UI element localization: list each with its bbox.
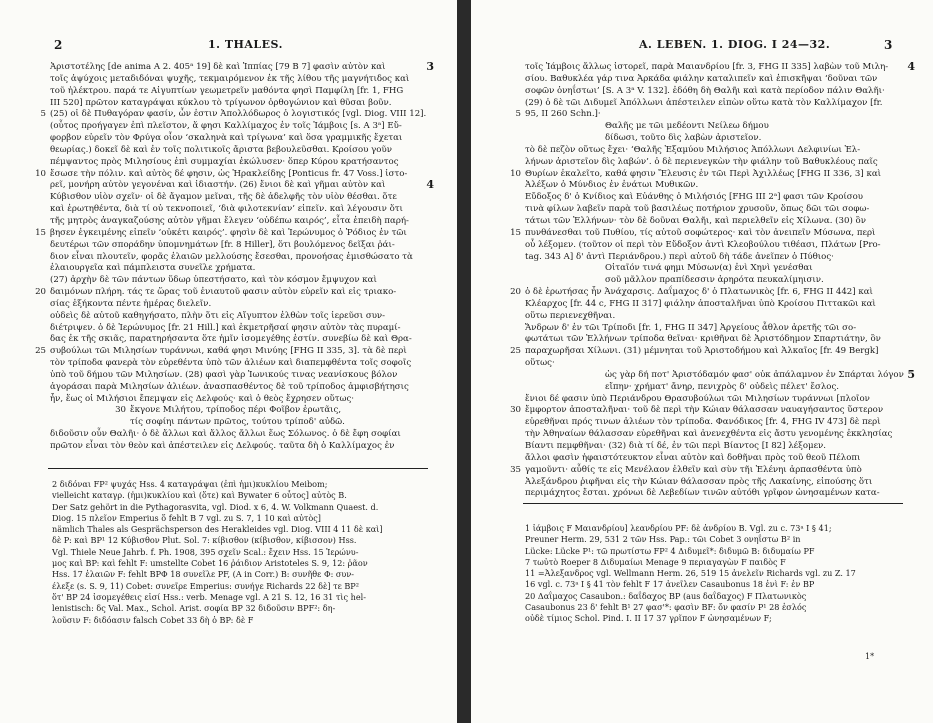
verse-line	[50, 405, 422, 417]
text-line	[510, 168, 903, 181]
line-text: Θυρίων ἐκαλεῖτο, καθά φησιν Ἔλευσις ἐν τῶι Περὶ Ἀχιλλέως [FHG II 336, 3] καὶ	[525, 168, 882, 179]
line-text: tag. 343 A] δ' ἀντὶ Περιάνδρου.) περὶ αὐτοῦ δὴ τάδε ἀνεῖπεν ὁ Πύθιος·	[525, 251, 834, 262]
line-text: σοφῶν ὀνηΐστωι’ [S. A 3ᵃ V. 132]. ἐδόθη δὴ Θαλῆι καὶ κατὰ περίοδον πάλιν Θαλῆι·	[525, 85, 885, 96]
section-number: 4	[907, 60, 915, 73]
verse-line	[50, 417, 422, 429]
line-text: εἴπην· χρήματ' ἄνηρ, πενιχρὸς δ' οὐδεὶς πέλετ' ἔσλος.	[605, 381, 840, 392]
right-running-title: A. LEBEN. 1. DIOG. I 24—32.	[639, 38, 831, 51]
line-text: πρῶτον εἶναι τὸν θεὸν καὶ ἀπέστειλεν εἰς Δελφούς. ταῦτα δὴ ὁ Καλλίμαχος ἐν	[50, 441, 395, 451]
line-text: βησεν ἐγκειμένης εἰπεῖν ‘οὐκέτι καιρός’. φησὶν δὲ καὶ Ἱερώνυμος ὁ Ῥόδιος ἐν τῶι	[50, 227, 407, 238]
text-line	[50, 204, 422, 216]
line-text: ἔνιοι δέ φασιν ὑπὸ Περιάνδρου Θρασυβούλωι τῶι Μιλησίων τυράννωι [πλοῖον	[525, 393, 870, 404]
line-text: καὶ ἐρωτηθέντα, διὰ τί οὐ τεκνοποιεῖ, ‘διὰ φιλοτεκνίαν’ εἰπεῖν. καὶ λέγουσιν ὅτι	[50, 204, 403, 215]
line-text: Ἀλέξων ὁ Μύνδιος ἐν ἐνάτωι Μυθικῶν.	[525, 180, 699, 191]
apparatus-line: μος καὶ BP: καὶ fehlt F: umstellte Cobet 16 ῥάιδιον Aristoteles S. 9, 12: ῥᾶον	[52, 558, 368, 569]
text-line	[515, 109, 903, 121]
text-line	[525, 334, 903, 346]
right-main-text	[510, 60, 915, 500]
line-text: σίας ἑξήκοντα πέντε ἡμέρας διελεῖν.	[50, 298, 212, 309]
line-number: 10	[510, 168, 521, 179]
text-line	[525, 441, 903, 453]
line-text: οὗ λέξομεν. (τοῦτον οἱ περὶ τὸν Εὔδοξον ἀντὶ Κλεοβούλου τιθέασι, Πλάτων [Pro-	[525, 239, 881, 250]
line-text: τοῖς ἀψύχοις μεταδιδόναι ψυχῆς, τεκμαιρόμενον ἐκ τῆς λίθου τῆς μαγνήτιδος καὶ	[50, 73, 410, 84]
line-number: 15	[35, 227, 46, 238]
text-line	[50, 382, 422, 394]
line-text: συβούλωι τῶι Μιλησίων τυράννωι, καθά φησι Μινύης [FHG II 335, 3]. τὰ δὲ περὶ	[50, 346, 407, 357]
line-number: 20	[510, 287, 521, 298]
text-line	[525, 74, 903, 86]
text-line	[50, 299, 422, 311]
text-line	[525, 358, 903, 370]
text-line	[50, 121, 422, 133]
text-line	[35, 227, 422, 240]
text-line	[525, 477, 903, 489]
line-text: οὕτως·	[525, 358, 555, 369]
text-line	[40, 109, 427, 121]
section-number: 5	[907, 367, 915, 381]
line-text: τοῖς Ἰάμβοις ἄλλως ἱστορεῖ, παρὰ Μαιανδρίου [fr. 3, FHG II 335] λαβὼν τοῦ Μιλη-	[525, 62, 889, 72]
apparatus-line: 16 vgl. c. 73ᵃ I § 41 τὸν fehlt F 17 ἀνεῖλεν Casaubonus 18 ἐνὶ F: ἐν BP	[525, 579, 815, 590]
line-text: (29) ὁ δὲ τῶι Διδυμεῖ Ἀπόλλωνι ἀπέστειλεν εἰπὼν οὕτω κατὰ τὸν Καλλίμαχον [fr.	[525, 97, 883, 108]
verse-line	[525, 263, 903, 275]
line-text: θεωρίας.) δοκεῖ δὲ καὶ ἐν τοῖς πολιτικοῖς ἄριστα βεβουλεῦσθαι. Κροίσου γοῦν	[50, 144, 392, 155]
text-line	[525, 145, 903, 157]
line-text: τοῦ ἠλέκτρου. παρά τε Αἰγυπτίων γεωμετρεῖν μαθόντα φησὶ Παμφίλη [fr. 1, FHG	[50, 85, 404, 96]
line-text: ἐλαιουργεῖα καὶ πάμπλειστα συνεῖλε χρήματα.	[50, 263, 256, 274]
apparatus-line: 7 τωὐτὸ Roeper 8 Διδυμαίωι Menage 9 περιαγαγὼν F παιδὸς F	[525, 556, 786, 567]
line-text: διδοῦσιν οὖν Θαλῆι· ὁ δὲ ἄλλωι καὶ ἄλλος ἄλλωι ἕως Σόλωνος. ὁ δὲ ἔφη σοφίαι	[50, 429, 401, 440]
line-text: Ἀλεξάνδρου ῥιφῆναι εἰς τὴν Κώιαν θάλασσαν πρὸς τῆς Λακαίνης, εἰπούσης ὅτι	[525, 476, 873, 487]
text-line	[50, 192, 422, 204]
verse-line	[525, 275, 903, 287]
text-line	[50, 394, 422, 406]
line-text: Κλέαρχος [fr. 44 c, FHG II 317] φιάλην ἀποσταλῆναι ὑπὸ Κροίσου Πιττακῶι καὶ	[525, 298, 876, 309]
line-text: δας ἐκ τῆς σκιᾶς, παρατηρήσαντα ὅτε ἡμῖν ἰσομεγέθης ἐστίν. συνεβίω δὲ καὶ Θρα-	[50, 334, 412, 345]
text-line	[525, 192, 903, 204]
apparatus-line: Vgl. Thiele Neue Jahrb. f. Ph. 1908, 395 σχεῖν Scal.: ἔχειν Hss. 15 Ἱερώνυ-	[52, 546, 359, 557]
line-text: Οἰταῖόν τινά φημι Μύσων(α) ἐνὶ Χηνὶ γενέσθαι	[605, 263, 813, 274]
apparatus-line: Der Satz gehört in die Pythagorasvita, vgl. Diod. x 6, 4. W. Volkmann Quaest. d.	[52, 501, 379, 512]
line-text: τὴν Ἀθηναίων θάλασσαν εὑρεθῆναι καὶ ἀνενεχθέντα εἰς ἄστυ γενομένης ἐκκλησίας	[525, 429, 893, 440]
line-text: ὁ δὲ ἐρωτήσας ἦν Ἀνάχαρσις. Δαΐμαχος δ' ὁ Πλατωνικὸς [fr. 6, FHG II 442] καὶ	[525, 287, 873, 298]
text-line	[525, 180, 903, 192]
text-line	[525, 394, 903, 406]
apparatus-line: Casaubonus 23 δ' fehlt B¹ 27 φασ'*: φασὶν BF: ὄν φασίν P¹ 28 ἐσλός	[525, 602, 807, 613]
text-line	[50, 240, 422, 252]
text-line	[35, 287, 422, 299]
section-number: 4	[426, 178, 434, 192]
verse-line	[525, 133, 903, 145]
text-line	[50, 263, 422, 275]
line-text: δευτέρωι τῶν σποράδην ὑπομνημάτων [fr. 8 Hiller], ὅτι βουλόμενος δεῖξαι ῥάι-	[50, 239, 395, 250]
line-text: διέτριψεν. ὁ δὲ Ἱερώνυμος [fr. 21 Hill.] καὶ ἐκμετρῆσαί φησιν αὐτὸν τὰς πυραμί-	[50, 322, 401, 333]
text-line	[510, 287, 903, 299]
text-line	[50, 133, 422, 145]
text-line	[50, 252, 422, 264]
line-text: Ἄνδρων δ' ἐν τῶι Τρίποδι [fr. 1, FHG II 347] Ἀργείους ἆθλον ἀρετῆς τῶι σο-	[525, 322, 857, 333]
left-main-text	[35, 60, 434, 453]
line-text: ἔκγονε Μιλήτου, τρίποδος πέρι Φοῖβον ἐρωτᾶις,	[130, 405, 342, 416]
text-line	[50, 358, 422, 370]
text-line	[525, 60, 915, 74]
apparatus-line: λοῦσιν F: διδόασιν falsch Cobet 33 δὴ ὁ BP: δὲ F	[52, 614, 254, 625]
apparatus-line: 11 =Ἀλεξανδρος vgl. Wellmann Herm. 26, 519 15 ἀνελεῖν Richards vgl. zu Z. 17	[525, 568, 856, 579]
line-text: Ἀριστοτέλης [de anima A 2. 405ᵃ 19] δὲ καὶ Ἱππίας [79 B 7] φασὶν αὐτὸν καὶ	[50, 62, 386, 72]
text-line	[525, 252, 903, 264]
text-line	[525, 453, 903, 465]
line-text: τὸ δὲ πεζὸν οὕτως ἔχει· ‘Θαλῆς Ἐξαμύου Μιλήσιος Ἀπόλλωνι Δελφινίωι Ἑλ-	[525, 144, 861, 155]
text-line	[525, 204, 903, 216]
text-line	[50, 178, 434, 192]
line-text: ἔσωσε τὴν πόλιν. καὶ αὐτὸς δέ φησιν, ὡς Ἡρακλείδης [Ponticus fr. 47 Voss.] ἱστο-	[50, 168, 408, 179]
apparatus-line: 1 ἱάμβοις F Μαιανδρίου] λεανδρίου PF: δὲ ἀνδρίου B. Vgl. zu c. 73ᵃ I § 41;	[525, 523, 832, 533]
text-line	[525, 157, 903, 169]
text-line	[50, 60, 434, 74]
line-text: (25) οἱ δὲ Πυθαγόραν φασίν, ὧν ἐστιν Ἀπολλόδωρος ὁ λογιστικός [vgl. Diog. VIII 12].	[50, 109, 427, 120]
apparatus-line: 20 Δαΐμαχος Casaubon.: δαΐδαχος BP (aus δαΐδαχος) F Πλατωνικὸς	[525, 590, 807, 601]
text-line	[510, 346, 903, 358]
text-line	[525, 216, 903, 228]
line-text: οὕτω περιενεχθῆναι.	[525, 310, 616, 321]
line-text: πέμψαντος πρὸς Μιλησίους ἐπὶ συμμαχίαι ἐκώλυσεν· ὅπερ Κύρου κρατήσαντος	[50, 156, 399, 167]
text-line	[50, 311, 422, 323]
left-notes-rule	[48, 468, 428, 469]
page-gutter	[457, 0, 471, 723]
line-text: παραχωρῆσαι Χίλωνι. (31) μέμνηται τοῦ Ἀριστοδήμου καὶ Ἀλκαῖος [fr. 49 Bergk]	[525, 346, 879, 357]
text-line	[510, 405, 903, 417]
text-line	[50, 334, 422, 346]
apparatus-line: Lücke: Lücke P¹: τῶ πρωτίστω FP² 4 Διδυμεῖ*: διδυμῶ B: διδυμαίω PF	[525, 545, 815, 556]
line-number: 10	[35, 168, 46, 179]
text-line	[525, 86, 903, 98]
apparatus-line: έλεξε (s. S. 9, 11) Cobet: συνεῖρε Emperius: συνήγε Richards 22 δὲ] τε BP²	[52, 580, 359, 591]
line-text: σίου. Βαθυκλέα γάρ τινα Ἀρκάδα φιάλην καταλιπεῖν καὶ ἐπισκῆψαι ‘δοῦναι τῶν	[525, 73, 878, 84]
right-page-number: 3	[884, 38, 893, 52]
text-line	[510, 227, 903, 240]
apparatus-line: vielleicht καταγρ. (ἡμι)κυκλίου καὶ (ὅτε) καὶ Bywater 6 οὗτος] αὐτὸς B.	[52, 490, 347, 501]
verse-line	[525, 382, 903, 394]
line-text: τῆς μητρὸς ἀναγκαζούσης αὐτὸν γῆμαι ἔλεγεν ‘οὐδέπω καιρός’, εἶτα ἐπειδὴ παρή-	[50, 215, 409, 226]
text-line	[525, 311, 903, 323]
right-page	[471, 0, 933, 723]
section-number: 3	[426, 60, 434, 73]
text-line	[50, 157, 422, 169]
verse-line	[525, 121, 903, 133]
text-line	[50, 216, 422, 228]
right-notes-rule	[523, 503, 903, 504]
line-text: ἀγοράσαι παρὰ Μιλησίων ἁλιέων. ἀνασπασθέντος δὲ τοῦ τρίποδος ἀμφισβήτησις	[50, 381, 409, 392]
text-line	[50, 98, 422, 110]
line-text: τίς σοφίηι πάντων πρῶτος, τούτου τρίποδ' αὐδῶ.	[130, 417, 345, 428]
text-line	[50, 86, 422, 98]
text-line	[525, 323, 903, 335]
apparatus-line: Preuner Herm. 29, 531 2 τῶν Hss. Pap.: τῶι Cobet 3 ονηΐστω B² in	[525, 534, 801, 545]
line-text: τὸν τρίποδα φανερὰ τὸν εὑρεθέντα ὑπὸ τῶν ἁλιέων καὶ διαπεμφθέντα τοῖς σοφοῖς	[50, 358, 412, 369]
line-text: (οὗτος προήγαγεν ἐπὶ πλεῖστον, ἅ φησι Καλλίμαχος ἐν τοῖς Ἰάμβοις [s. A 3ᵃ] Εὔ-	[50, 121, 402, 132]
line-text: Θαλῆς με τῶι μεδέοντι Νείλεω δήμου	[605, 121, 769, 132]
line-text: διον εἶναι πλουτεῖν, φορᾶς ἐλαιῶν μελλούσης ἔσεσθαι, προνοήσας ἐμισθώσατο τὰ	[50, 251, 413, 262]
text-line	[50, 370, 422, 382]
line-text: δίδωσι, τοῦτο δὶς λαβὼν ἀριστεῖον.	[605, 133, 762, 144]
line-text: Κύβισθον υἱὸν σχεῖν· οἱ δὲ ἄγαμον μεῖναι, τῆς δὲ ἀδελφῆς τὸν υἱὸν θέσθαι. ὅτε	[50, 192, 397, 203]
line-text: λήνων ἀριστεῖον δὶς λαβών’. ὁ δὲ περιενεγκὼν τὴν φιάλην τοῦ Βαθυκλέους παῖς	[525, 156, 878, 167]
left-running-title: 1. THALES.	[208, 38, 283, 51]
line-number: 20	[35, 287, 46, 298]
apparatus-line: Diog. 15 πλεῖον Emperius ὅ fehlt B 7 vgl. zu S. 7, 1 10 καὶ αὐτὸς]	[52, 512, 321, 523]
text-line	[50, 275, 422, 287]
text-line	[50, 429, 422, 441]
apparatus-line: ὅτ' BP 24 ἰσομεγέθεις εἰσί Hss.: verb. Menage vgl. A 21 S. 12, 16 31 τὶς hel-	[52, 591, 366, 602]
line-number: 30	[115, 405, 126, 416]
text-line	[525, 299, 903, 311]
line-text: III 520] πρῶτον καταγράψαι κύκλου τὸ τρίγωνον ὀρθογώνιον καὶ θῦσαι βοῦν.	[50, 97, 392, 108]
line-text: Βίαντι πεμφθῆναι· (32) διὰ τί δέ, ἐν τῶι περὶ Βίαντος [I 82] λέξομεν.	[525, 441, 827, 451]
text-line	[525, 98, 903, 110]
apparatus-line: nämlich Thales als Gesprächsperson des Herakleides vgl. Diog. VIII 4 11 δὲ καὶ]	[52, 524, 383, 535]
text-line	[50, 323, 422, 335]
text-line	[525, 488, 903, 500]
text-line	[50, 74, 422, 86]
apparatus-line: Hss. 17 ἐλαιῶν F: fehlt BPΦ 18 συνεῖλε PF, (A in Corr.) B: συνῆθε Φ: συν-	[52, 569, 354, 580]
text-line	[35, 346, 422, 358]
line-text: πυνθάνεσθαι τοῦ Πυθίου, τίς αὐτοῦ σοφώτερος· καὶ τὸν ἀνειπεῖν Μύσωνα, περὶ	[525, 227, 876, 238]
line-text: (27) ἀρχὴν δὲ τῶν πάντων ὕδωρ ὑπεστήσατο, καὶ τὸν κόσμον ἔμψυχον καὶ	[50, 275, 377, 286]
line-number: 5	[515, 109, 521, 120]
line-text: δαιμόνων πλήρη. τάς τε ὥρας τοῦ ἐνιαυτοῦ φασιν αὐτὸν εὑρεῖν καὶ εἰς τριακο-	[50, 287, 397, 298]
line-text: ρεῖ, μονήρη αὐτὸν γεγονέναι καὶ ἰδιαστήν. (26) ἔνιοι δὲ καὶ γῆμαι αὐτὸν καὶ	[50, 180, 386, 191]
text-line	[510, 464, 903, 477]
line-text: ὡς γὰρ δή ποτ' Ἀριστόδαμόν φασ' οὐκ ἀπάλαμνον ἐν Σπάρται λόγον	[605, 369, 904, 380]
line-number: 5	[40, 109, 46, 120]
text-line	[525, 429, 903, 441]
text-line	[525, 240, 903, 252]
text-line	[50, 145, 422, 157]
line-text: τάτωι τῶν Ἑλλήνων· τὸν δὲ δοῦναι Θαλῆι, καὶ περιελθεῖν εἰς Χίλωνα. (30) ὃν	[525, 215, 866, 226]
left-page	[0, 0, 457, 723]
apparatus-line: lenistisch: δς Val. Max., Schol. Arist. σοφία BP 32 διδοῦσιν BPF²: δη-	[52, 603, 336, 614]
right-apparatus	[525, 523, 905, 625]
line-text: Εὔδοξος δ' ὁ Κνίδιος καὶ Εὐάνθης ὁ Μιλήσιός [FHG III 2ᵃ] φασι τῶν Κροίσου	[525, 192, 864, 203]
apparatus-line: δὲ P: καὶ BP¹ 12 Κύβισθον Plut. Sol. 7: κίβισθον (κίβισθον, κίβισσον) Hss.	[52, 535, 357, 546]
line-text: περιμάχητος ἔσται. χρόνωι δὲ Λεβεδίων τινῶν αὐτόθι γρῖφον ὠνησαμένων κατα-	[525, 488, 880, 499]
apparatus-line: οὐδὲ τίμιος Schol. Pind. I. II 17 37 γρῖπον F ὠνησαμένων F;	[525, 613, 772, 624]
line-text: εὑρεθῆναι πρός τινων ἁλιέων τὸν τρίποδα. Φανόδικος [fr. 4, FHG IV 473] δὲ περὶ	[525, 417, 881, 428]
left-apparatus	[52, 479, 427, 626]
text-line	[50, 441, 422, 453]
verse-line	[525, 367, 915, 382]
line-text: ὑπὸ τοῦ δήμου τῶν Μιλησίων. (28) φασὶ γὰρ Ἰωνικούς τινας νεανίσκους βόλον	[50, 369, 398, 380]
line-number: 30	[510, 405, 521, 416]
text-line	[35, 168, 422, 181]
line-text: 95, II 260 Schn.]·	[525, 109, 601, 120]
line-text: γαμοῦντι· αὖθίς τε εἰς Μενέλαον ἐλθεῖν καὶ σὺν τῆι Ἑλένηι ἁρπασθέντα ὑπὸ	[525, 464, 862, 475]
line-text: οὐδεὶς δὲ αὐτοῦ καθηγήσατο, πλὴν ὅτι εἰς Αἴγυπτον ἐλθὼν τοῖς ἱερεῦσι συν-	[50, 310, 386, 321]
apparatus-line: 2 διδόναι FP² ψυχάς Hss. 4 καταγράψαι (ἐπὶ ἡμι)κυκλίου Meibom;	[52, 479, 328, 489]
signature-mark: 1*	[865, 652, 875, 661]
line-number: 25	[510, 346, 521, 357]
line-text: φορβον εὑρεῖν τὸν Φρύγα οἷον ‘σκαληνὰ καὶ τρίγωνα’ καὶ ὅσα γραμμικῆς ἔχεται	[50, 133, 403, 144]
line-number: 35	[510, 464, 521, 475]
line-number: 15	[510, 227, 521, 238]
line-text: ἦν, ἕως οἱ Μιλήσιοι ἔπεμψαν εἰς Δελφούς· καὶ ὁ θεὸς ἔχρησεν οὕτως·	[50, 393, 355, 404]
line-text: φωτάτωι τῶν Ἑλλήνων τρίποδα θεῖναι· κριθῆναι δὲ Ἀριστόδημον Σπαρτιάτην, ὃν	[525, 334, 881, 345]
line-text: ἄλλοι φασὶν ἡφαιστότευκτον εἶναι αὐτὸν καὶ δοθῆναι πρὸς τοῦ θεοῦ Πέλοπι	[525, 452, 861, 463]
line-text: ἔμφορτον ἀποσταλῆναι· τοῦ δὲ περὶ τὴν Κώιαν θάλασσαν ναυαγήσαντος ὕστερον	[525, 405, 884, 416]
line-text: τινὰ φίλων λαβεῖν παρὰ τοῦ βασιλέως ποτήριον χρυσοῦν, ὅπως δῶι τῶι σοφω-	[525, 204, 870, 215]
left-page-number: 2	[54, 38, 63, 52]
text-line	[525, 417, 903, 429]
line-number: 25	[35, 346, 46, 357]
line-text: σοῦ μᾶλλον πραπίδεσσιν ἀρηρότα πευκαλίμηισιν.	[605, 275, 824, 286]
